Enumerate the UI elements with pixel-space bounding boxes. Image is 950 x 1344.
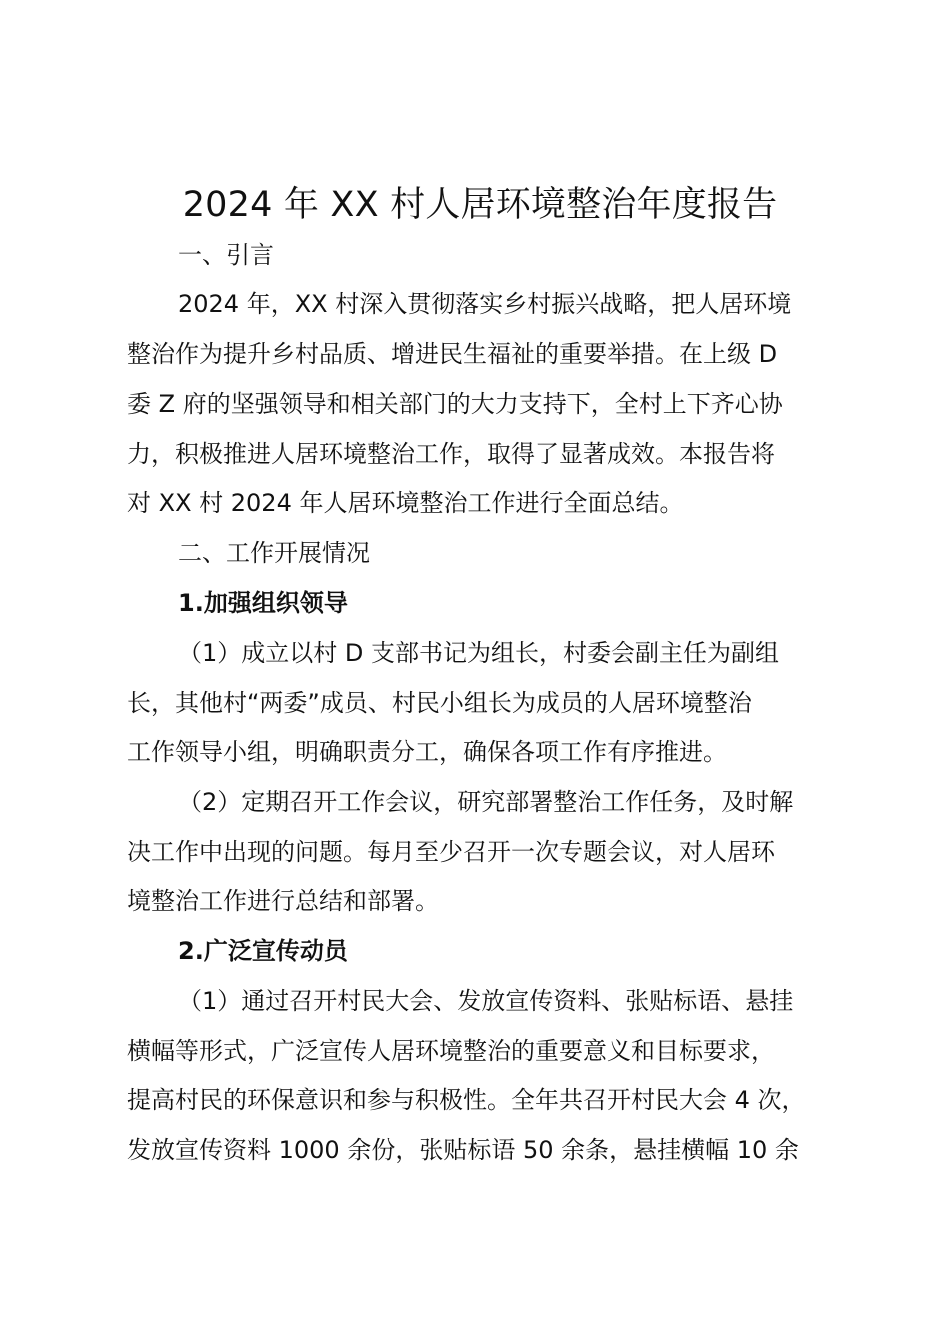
body-text-line: 决工作中出现的问题。每月至少召开一次专题会议，对人居环 (127, 838, 775, 866)
body-text-line: 对 XX 村 2024 年人居环境整治工作进行全面总结。 (127, 489, 684, 517)
subsection-heading-publicity: 2.广泛宣传动员 (178, 937, 348, 965)
body-text-line: 整治作为提升乡村品质、增进民生福祉的重要举措。在上级 D (127, 340, 778, 368)
body-text-line: 委 Z 府的坚强领导和相关部门的大力支持下，全村上下齐心协 (127, 390, 783, 418)
section-heading-work: 二、工作开展情况 (178, 539, 370, 567)
body-text-line: 提高村民的环保意识和参与积极性。全年共召开村民大会 4 次， (127, 1086, 806, 1114)
body-text-line: 发放宣传资料 1000 余份，张贴标语 50 余条，悬挂横幅 10 余 (127, 1136, 799, 1164)
body-text-line: 横幅等形式，广泛宣传人居环境整治的重要意义和目标要求， (127, 1037, 775, 1065)
body-text-line: 境整治工作进行总结和部署。 (127, 887, 439, 915)
section-heading-intro: 一、引言 (178, 241, 274, 269)
body-text-line: （1）通过召开村民大会、发放宣传资料、张贴标语、悬挂 (178, 987, 794, 1015)
body-text-line: 2024 年，XX 村深入贯彻落实乡村振兴战略，把人居环境 (178, 290, 792, 318)
body-text-line: 长，其他村“两委”成员、村民小组长为成员的人居环境整治 (127, 689, 752, 717)
body-text-line: （1）成立以村 D 支部书记为组长，村委会副主任为副组 (178, 639, 780, 667)
body-text-line: 力，积极推进人居环境整治工作，取得了显著成效。本报告将 (127, 440, 775, 468)
subsection-heading-leadership: 1.加强组织领导 (178, 589, 348, 617)
body-text-line: 工作领导小组，明确职责分工，确保各项工作有序推进。 (127, 738, 727, 766)
body-text-line: （2）定期召开工作会议，研究部署整治工作任务，及时解 (178, 788, 794, 816)
document-title: 2024 年 XX 村人居环境整治年度报告 (182, 185, 778, 225)
